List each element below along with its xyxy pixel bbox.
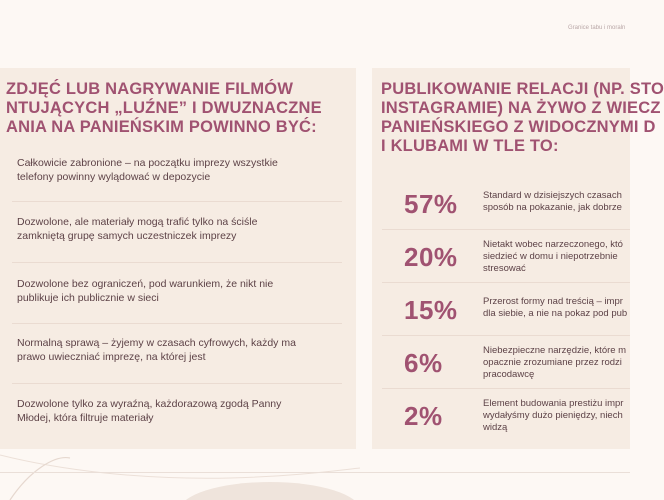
answer-option: Całkowicie zabronione – na początku imprezy wszystkie telefony powinny wylądować w depozycie <box>17 157 278 183</box>
divider <box>12 262 342 263</box>
stat-row <box>372 241 630 281</box>
running-head: Granice tabu i moraln <box>568 25 626 31</box>
stat-percent: 6% <box>404 348 443 378</box>
divider <box>382 335 630 336</box>
stat-row <box>372 347 630 387</box>
footer-rule <box>0 472 630 473</box>
stat-description: Standard w dzisiejszych czasach sposób na pokazanie, jak dobrze <box>483 190 622 213</box>
answer-option: Dozwolone bez ograniczeń, pod warunkiem, że nikt nie publikuje ich publicznie w sieci <box>17 278 274 304</box>
stat-percent: 57% <box>404 189 458 219</box>
question-title: ZDJĘĆ LUB NAGRYWANIE FILMÓW NTUJĄCYCH „LUŹNE” I DWUZNACZNE ANIA NA PANIEŃSKIM POWINNO BYĆ: <box>6 80 322 136</box>
divider <box>382 282 630 283</box>
divider <box>12 323 342 324</box>
answer-option: Dozwolone tylko za wyraźną, każdorazową zgodą Panny Młodej, która filtruje materiały <box>17 398 282 424</box>
stat-percent: 2% <box>404 401 443 431</box>
divider <box>12 201 342 202</box>
question-title: PUBLIKOWANIE RELACJI (NP. STO INSTAGRAMIE) NA ŻYWO Z WIECZ PANIEŃSKIEGO Z WIDOCZNYMI D I KLUBAMI W TLE TO: <box>381 80 664 155</box>
stat-description: Element budowania prestiżu impr wydałyśmy dużo pieniędzy, niech widzą <box>483 398 624 433</box>
stat-description: Przerost formy nad treścią – impr dla siebie, a nie na pokaz pod pub <box>483 296 628 319</box>
divider <box>382 229 630 230</box>
question-card-live-stories <box>372 68 664 449</box>
stat-description: Niebezpieczne narzędzie, które m opacznie zrozumiane przez rodzi pracodawcę <box>483 345 627 380</box>
stat-row <box>372 400 630 440</box>
stat-description: Nietakt wobec narzeczonego, któ siedzieć w domu i niepotrzebnie stresować <box>483 239 623 274</box>
stat-row <box>372 294 630 334</box>
divider <box>12 383 342 384</box>
divider <box>382 388 630 389</box>
answer-option: Dozwolone, ale materiały mogą trafić tylko na ściśle zamkniętą grupę samych uczestniczek imprezy <box>17 216 258 242</box>
answer-option: Normalną sprawą – żyjemy w czasach cyfrowych, każdy ma prawo uwieczniać imprezę, na której jest <box>17 337 296 363</box>
stat-row <box>372 188 630 228</box>
stat-percent: 20% <box>404 242 458 272</box>
stat-percent: 15% <box>404 295 458 325</box>
question-card-photo-policy <box>0 68 356 449</box>
